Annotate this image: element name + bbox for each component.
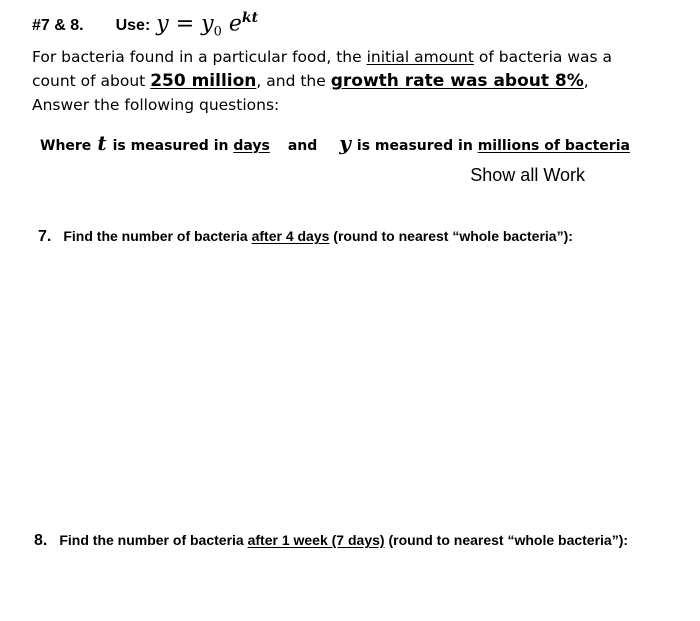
q8-underlined: after 1 week (7 days): [247, 532, 385, 548]
q7-number: 7.: [38, 228, 52, 245]
question-7: [38, 228, 573, 246]
equation-y: y: [201, 11, 214, 37]
q8-number: 8.: [34, 532, 48, 549]
t-variable: t: [97, 131, 107, 155]
q8-text-2: (round to nearest “whole bacteria”):: [384, 532, 629, 548]
para-text-2: of bacteria was a count of about: [32, 48, 612, 90]
q7-text-2: (round to nearest “whole bacteria”):: [329, 228, 573, 244]
equation-exponent: kt: [241, 10, 259, 26]
growth-equation: [156, 10, 258, 40]
where-label: Where: [40, 138, 92, 154]
days-text: days: [233, 138, 270, 154]
para-text-1: For bacteria found in a particular food, the: [32, 48, 367, 66]
equation-equals: =: [175, 11, 195, 37]
equation-lhs: y: [156, 11, 169, 37]
q7-text-1: Find the number of bacteria: [63, 228, 252, 244]
initial-amount-text: initial amount: [366, 48, 474, 66]
equation-base: e: [228, 11, 242, 37]
question-8: [34, 532, 628, 550]
show-work-note: Show all Work: [470, 165, 585, 185]
growth-rate-text: growth rate was about 8%: [330, 71, 584, 91]
q8-text: [59, 532, 628, 548]
problem-description: [32, 45, 642, 117]
equation-subscript: 0: [213, 24, 222, 40]
y-variable: y: [339, 131, 351, 155]
q7-underlined: after 4 days: [251, 228, 330, 244]
t-description: is measured in: [112, 138, 229, 154]
millions-text: millions of bacteria: [477, 138, 630, 154]
use-label: Use:: [115, 17, 151, 35]
para-text-3: , and the: [256, 72, 331, 90]
q8-text-1: Find the number of bacteria: [59, 532, 248, 548]
para-text-4: , Answer the following questions:: [32, 72, 589, 114]
and-text: and: [287, 138, 318, 154]
exercise-label: #7 & 8.: [32, 17, 84, 35]
y-description: is measured in: [356, 138, 473, 154]
amount-text: 250 million: [150, 71, 257, 91]
variable-definitions: [40, 131, 630, 155]
problem-header: [32, 10, 258, 40]
q7-text: [63, 228, 573, 244]
